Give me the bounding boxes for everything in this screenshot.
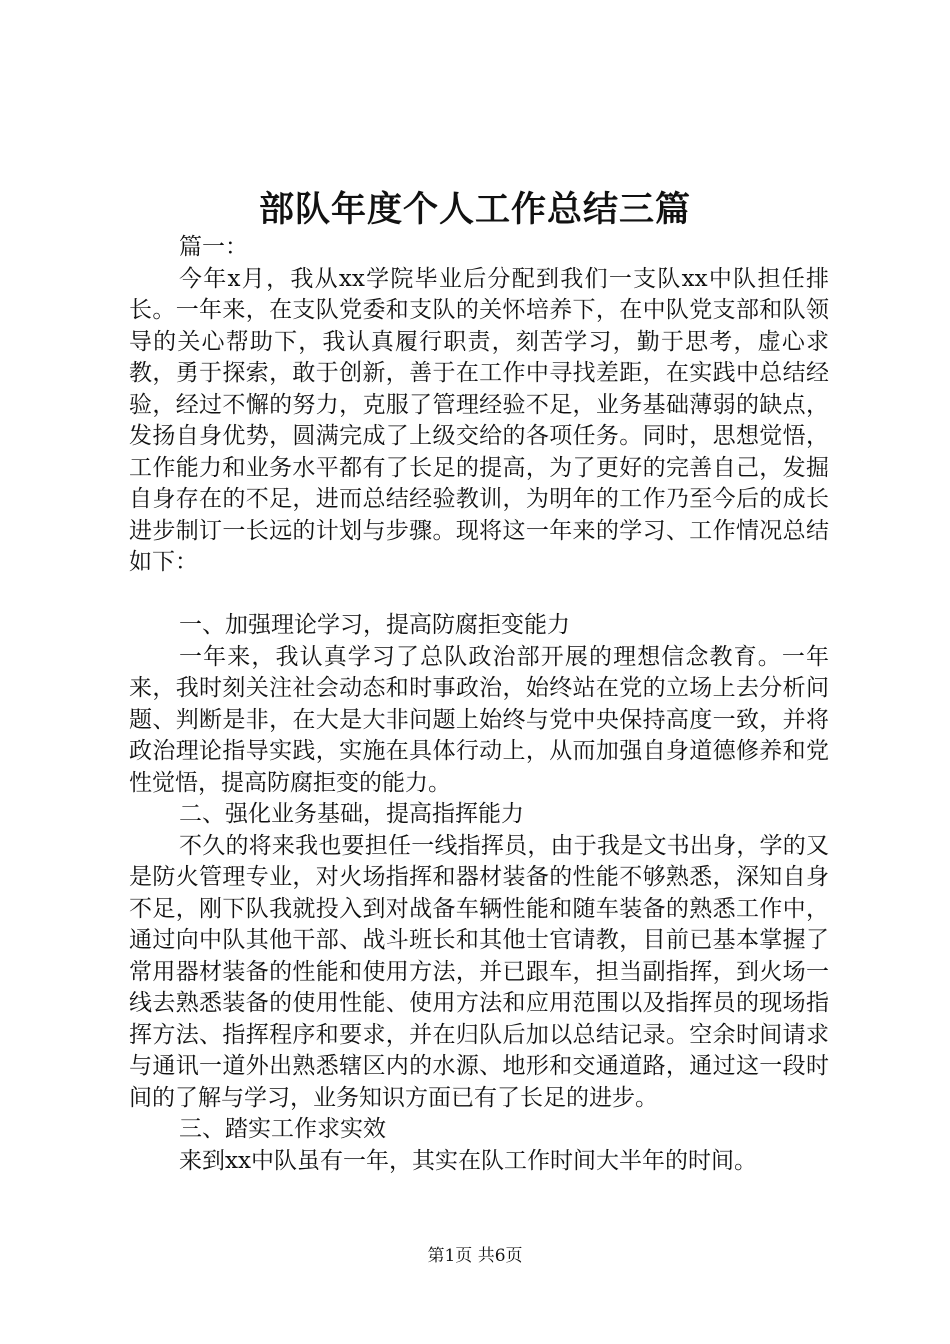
heading-2: 二、强化业务基础，提高指挥能力: [179, 801, 524, 827]
document-body: [129, 232, 829, 1177]
paragraph-2: 不久的将来我也要担任一线指挥员，由于我是文书出身，学的又是防火管理专业，对火场指挥和器材装备的性能不够熟悉，深知自身不足，刚下队我就投入到对战备车辆性能和随车装备的熟悉工作中，通过向中队其他干部、战斗班长和其他士官请教，目前已基本掌握了常用器材装备的性能和使用方法，并已跟车，担当副指挥，到火场一线去熟悉装备的使用性能、使用方法和应用范围以及指挥员的现场指挥方法、指挥程序和要求，并在归队后加以总结记录。空余时间请求与通讯一道外出熟悉辖区内的水源、地形和交通道路，通过这一段时间的了解与学习，业务知识方面已有了长足的进步。: [129, 832, 829, 1111]
page-footer: 第1页 共6页: [427, 1246, 523, 1266]
paragraph-3: 来到xx中队虽有一年，其实在队工作时间大半年的时间。: [179, 1147, 757, 1174]
blank-line: [129, 579, 829, 611]
heading-3: 三、踏实工作求实效: [179, 1116, 386, 1142]
paragraph-1: 一年来，我认真学习了总队政治部开展的理想信念教育。一年来，我时刻关注社会动态和时事政治，始终站在党的立场上去分析问题、判断是非，在大是大非问题上始终与党中央保持高度一致，并将政治理论指导实践，实施在具体行动上，从而加强自身道德修养和党性觉悟，提高防腐拒变的能力。: [129, 643, 829, 796]
section-label: 篇一：: [179, 234, 248, 260]
heading-1: 一、加强理论学习，提高防腐拒变能力: [179, 612, 570, 638]
document-title: 部队年度个人工作总结三篇: [258, 189, 691, 230]
intro-paragraph: 今年x月，我从xx学院毕业后分配到我们一支队xx中队担任排长。一年来，在支队党委和支队的关怀培养下，在中队党支部和队领导的关心帮助下，我认真履行职责，刻苦学习，勤于思考，虚心求教，勇于探索，敢于创新，善于在工作中寻找差距，在实践中总结经验，经过不懈的努力，克服了管理经验不足，业务基础薄弱的缺点，发扬自身优势，圆满完成了上级交给的各项任务。同时，思想觉悟，工作能力和业务水平都有了长足的提高，为了更好的完善自己，发掘自身存在的不足，进而总结经验教训，为明年的工作乃至今后的成长进步制订一长远的计划与步骤。现将这一年来的学习、工作情况总结如下：: [129, 265, 829, 575]
